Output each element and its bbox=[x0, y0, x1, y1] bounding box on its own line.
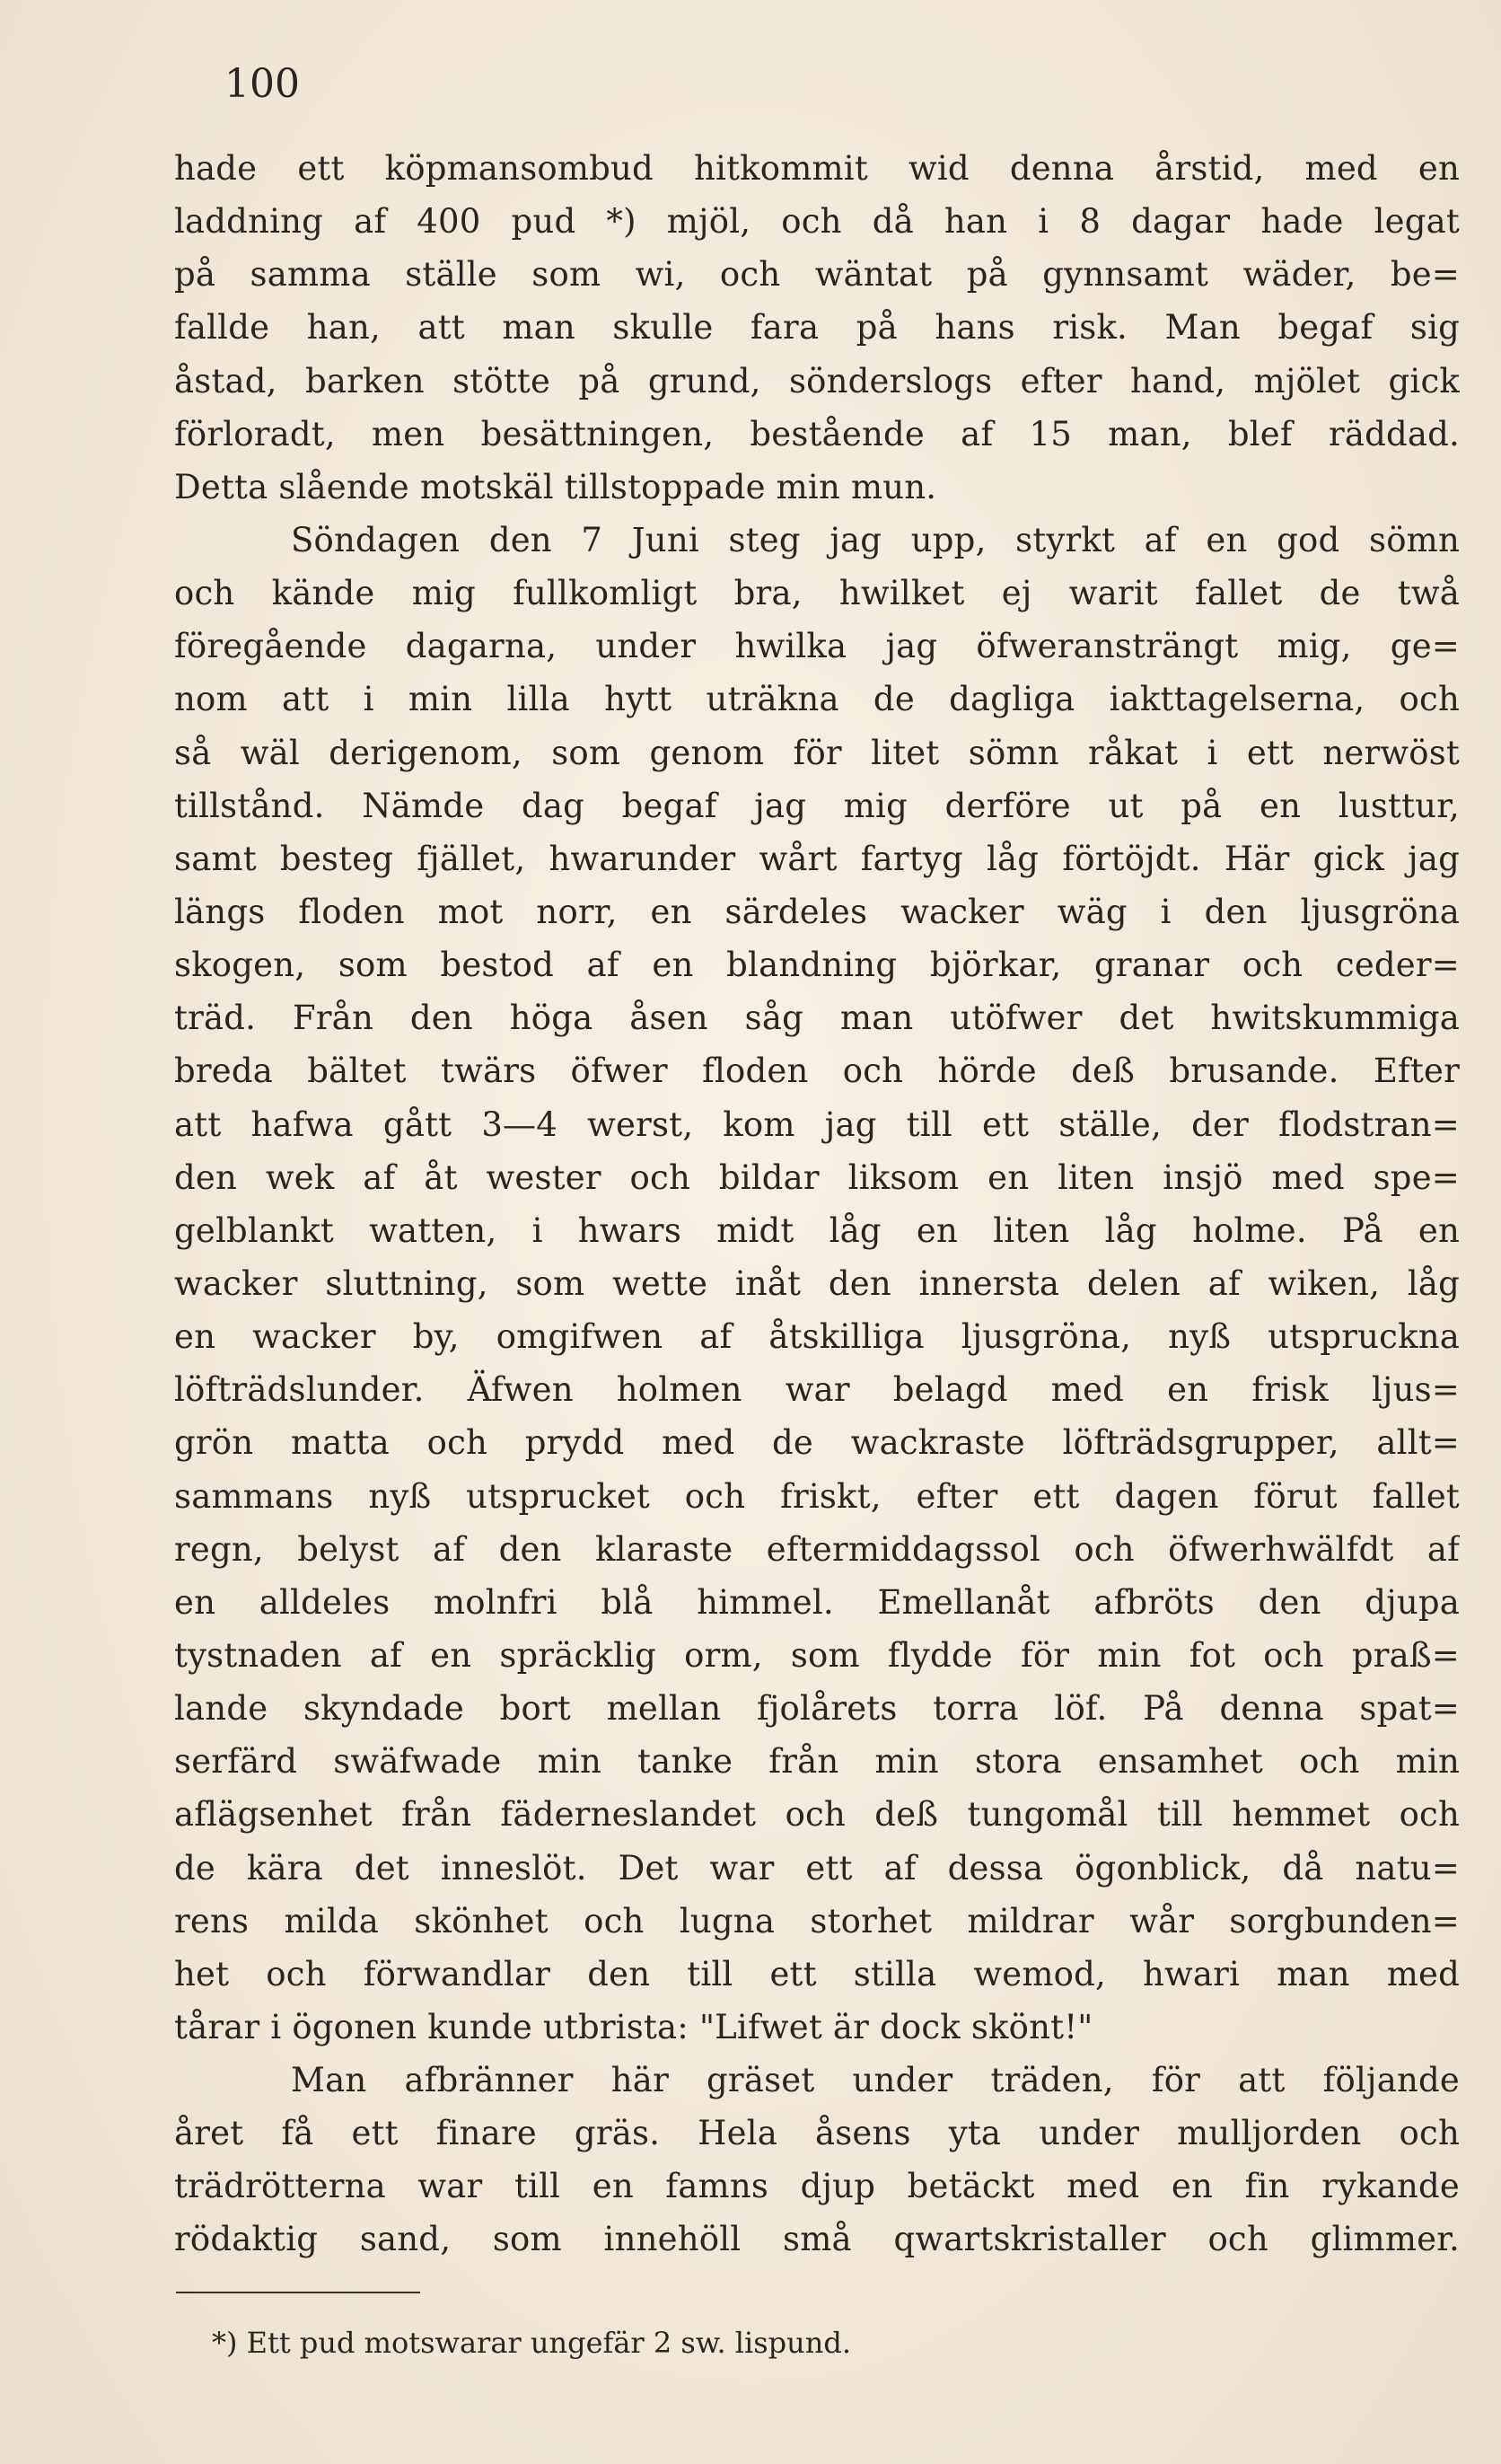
text-line-11: nom att i min lilla hytt uträkna de dagliga iakttagelserna, och bbox=[174, 680, 1460, 719]
text-line-35: het och förwandlar den till ett stilla wemod, hwari man med bbox=[174, 1954, 1460, 1993]
text-line-24: löfträdslunder. Äfwen holmen war belagd med en frisk ljus= bbox=[174, 1370, 1460, 1410]
text-line-18: breda bältet twärs öfwer floden och hörde deß brusande. Efter bbox=[174, 1052, 1460, 1091]
text-line-20: den wek af åt wester och bildar liksom en liten insjö med spe= bbox=[174, 1157, 1460, 1197]
text-line-7: Detta slående motskäl tillstoppade min mun. bbox=[174, 467, 937, 506]
text-line-23: en wacker by, omgifwen af åtskilliga ljusgröna, nyß utspruckna bbox=[174, 1317, 1460, 1357]
text-line-28: en alldeles molnfri blå himmel. Emellanåt afbröts den djupa bbox=[174, 1582, 1460, 1622]
text-line-22: wacker sluttning, som wette inåt den innersta delen af wiken, låg bbox=[174, 1263, 1460, 1303]
text-line-15: längs floden mot norr, en särdeles wacker wäg i den ljusgröna bbox=[174, 892, 1460, 931]
text-line-40: rödaktig sand, som innehöll små qwartskristaller och glimmer. bbox=[174, 2220, 1460, 2259]
text-line-17: träd. Från den höga åsen såg man utöfwer det hwitskummiga bbox=[174, 999, 1460, 1038]
text-line-5: åstad, barken stötte på grund, sönderslogs efter hand, mjölet gick bbox=[174, 361, 1460, 400]
footnote: *) Ett pud motswarar ungefär 2 sw. lispund. bbox=[212, 2326, 852, 2360]
text-line-38: året få ett finare gräs. Hela åsens yta under mulljorden och bbox=[174, 2114, 1460, 2153]
text-line-3: på samma ställe som wi, och wäntat på gynnsamt wäder, be= bbox=[174, 255, 1460, 295]
text-line-31: serfärd swäfwade min tanke från min stora ensamhet och min bbox=[174, 1742, 1460, 1782]
text-line-37: Man afbränner här gräset under träden, för att följande bbox=[291, 2061, 1460, 2100]
text-line-10: föregående dagarna, under hwilka jag öfweransträngt mig, ge= bbox=[174, 627, 1460, 666]
text-line-4: fallde han, att man skulle fara på hans risk. Man begaf sig bbox=[174, 308, 1460, 348]
text-line-39: trädrötterna war till en famns djup betäckt med en fin rykande bbox=[174, 2167, 1460, 2206]
text-line-19: att hafwa gått 3—4 werst, kom jag till ett ställe, der flodstran= bbox=[174, 1104, 1460, 1144]
footnote-rule bbox=[176, 2292, 420, 2293]
text-line-27: regn, belyst af den klaraste eftermiddagssol och öfwerhwälfdt af bbox=[174, 1529, 1460, 1569]
page-number: 100 bbox=[224, 61, 300, 107]
text-line-1: hade ett köpmansombud hitkommit wid denna årstid, med en bbox=[174, 149, 1460, 188]
text-line-26: sammans nyß utsprucket och friskt, efter ett dagen förut fallet bbox=[174, 1476, 1460, 1516]
text-line-30: lande skyndade bort mellan fjolårets torra löf. På denna spat= bbox=[174, 1689, 1460, 1729]
text-line-32: aflägsenhet från fäderneslandet och deß tungomål till hemmet och bbox=[174, 1795, 1460, 1835]
text-line-36: tårar i ögonen kunde utbrista: "Lifwet är dock skönt!" bbox=[174, 2007, 1093, 2046]
text-line-12: så wäl derigenom, som genom för litet sömn råkat i ett nerwöst bbox=[174, 733, 1460, 772]
text-line-29: tystnaden af en spräcklig orm, som flydde för min fot och praß= bbox=[174, 1635, 1460, 1675]
text-line-13: tillstånd. Nämde dag begaf jag mig derföre ut på en lusttur, bbox=[174, 786, 1460, 825]
text-line-33: de kära det inneslöt. Det war ett af dessa ögonblick, då natu= bbox=[174, 1848, 1460, 1888]
text-line-21: gelblankt watten, i hwars midt låg en liten låg holme. På en bbox=[174, 1210, 1460, 1250]
text-line-8: Söndagen den 7 Juni steg jag upp, styrkt af en god sömn bbox=[291, 520, 1460, 559]
text-line-16: skogen, som bestod af en blandning björkar, granar och ceder= bbox=[174, 946, 1460, 985]
text-line-9: och kände mig fullkomligt bra, hwilket ej warit fallet de twå bbox=[174, 574, 1460, 613]
text-line-14: samt besteg fjället, hwarunder wårt fartyg låg förtöjdt. Här gick jag bbox=[174, 839, 1460, 878]
text-line-6: förloradt, men besättningen, bestående af 15 man, blef räddad. bbox=[174, 414, 1460, 453]
body-text bbox=[174, 142, 1460, 2266]
text-line-2: laddning af 400 pud *) mjöl, och då han i 8 dagar hade legat bbox=[174, 202, 1460, 242]
text-line-25: grön matta och prydd med de wackraste löfträdsgrupper, allt= bbox=[174, 1423, 1460, 1463]
text-line-34: rens milda skönhet och lugna storhet mildrar wår sorgbunden= bbox=[174, 1901, 1460, 1940]
